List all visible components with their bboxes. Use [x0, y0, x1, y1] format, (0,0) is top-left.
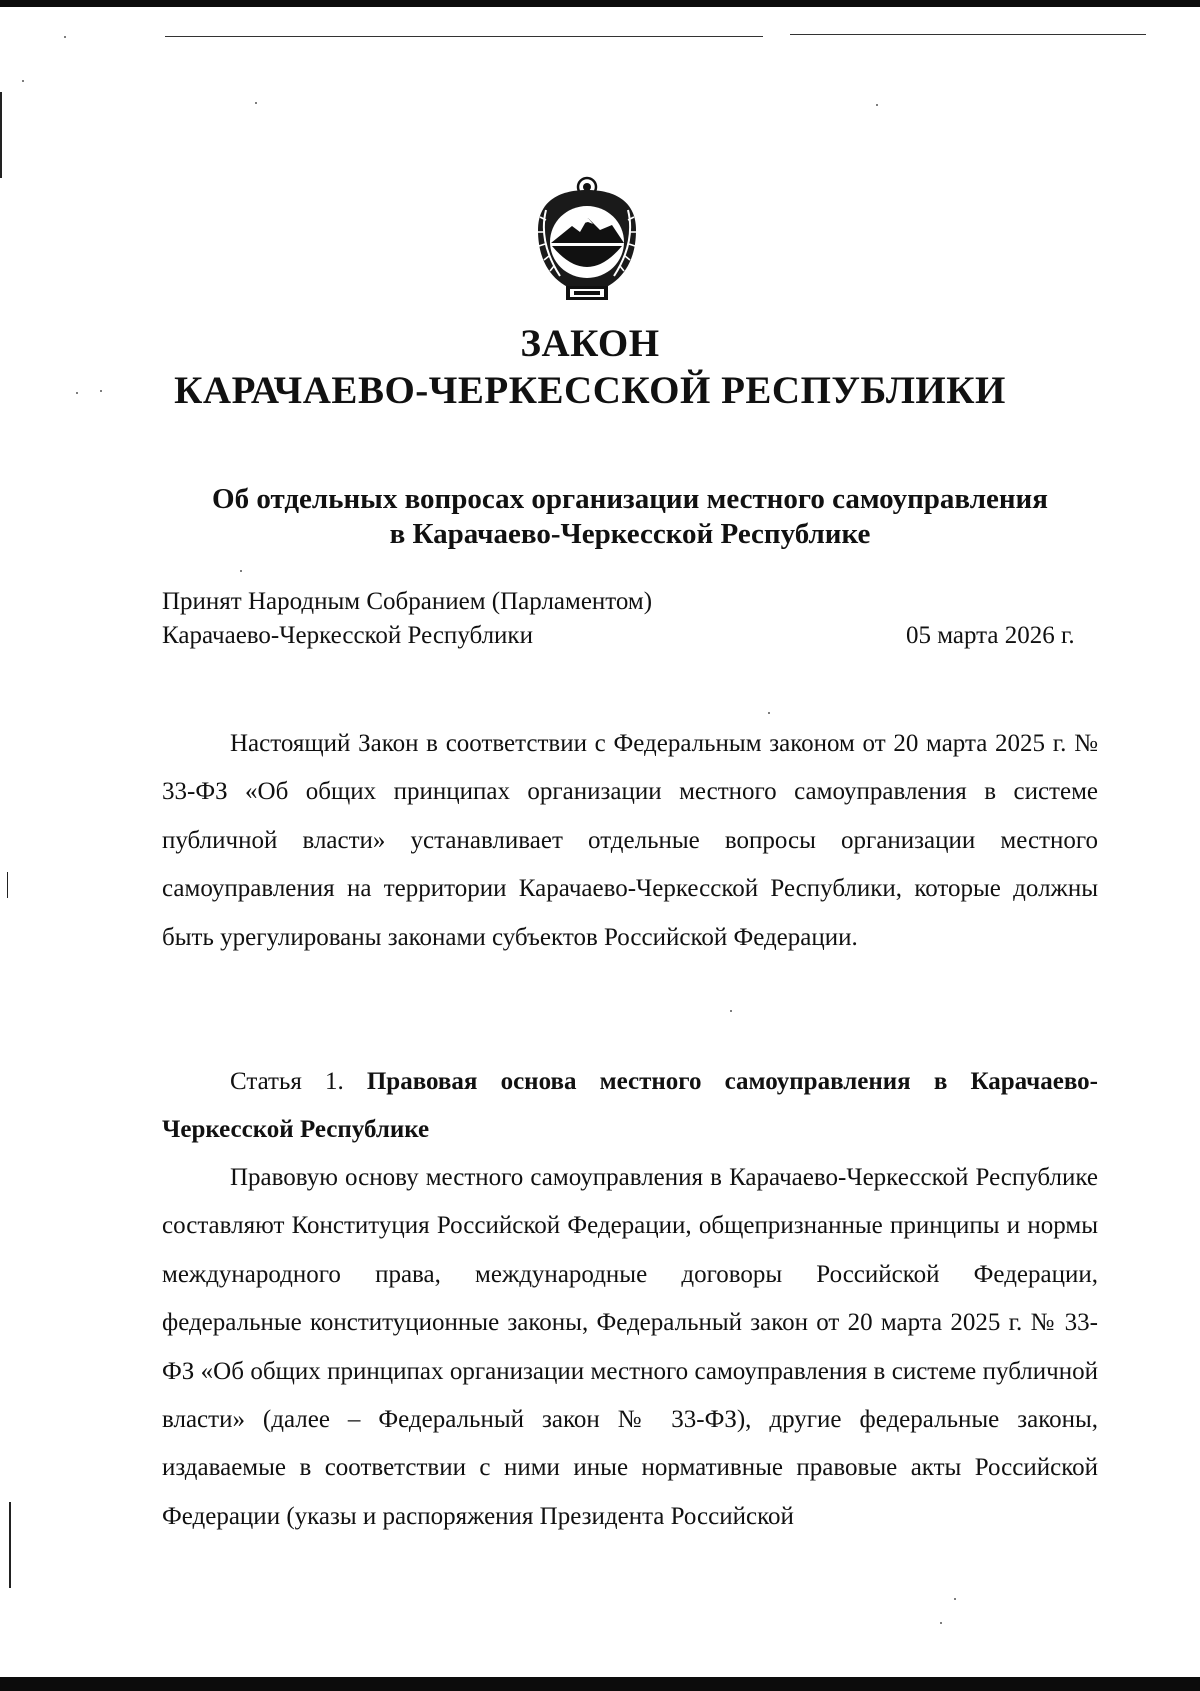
law-subject-line: в Карачаево-Черкесской Республике: [389, 518, 871, 550]
scan-rule-left: [165, 36, 763, 37]
scan-margin-mark: [0, 92, 2, 178]
adoption-statement: [162, 585, 652, 653]
adoption-date: 05 марта 2026 г.: [906, 622, 1075, 649]
article-title: Правовая основа местного самоуправления в Карачаево-Черкесской Республике: [162, 1068, 1099, 1144]
scan-rule-right: [790, 34, 1146, 35]
scan-speck: [730, 1010, 732, 1012]
scan-speck: [240, 570, 242, 572]
law-title-republic: КАРАЧАЕВО-ЧЕРКЕССКОЙ РЕСПУБЛИКИ: [174, 369, 1006, 412]
adoption-line: Принят Народным Собранием (Парламентом): [162, 588, 653, 615]
law-title: ЗАКОН: [520, 322, 660, 365]
scan-speck: [255, 102, 257, 104]
scan-border-bottom: [0, 1677, 1200, 1691]
scan-speck: [954, 1598, 956, 1600]
scan-speck: [768, 712, 770, 714]
karachay-cherkessia-coat-of-arms-icon: [524, 176, 650, 310]
adoption-line: Карачаево-Черкесской Республики: [162, 622, 533, 649]
article-heading: [162, 1058, 1098, 1155]
law-subject-line: Об отдельных вопросах организации местного самоуправления: [212, 483, 1048, 515]
scan-speck: [22, 80, 24, 82]
scan-margin-mark: [7, 872, 8, 898]
scan-speck: [876, 104, 878, 106]
law-subject: [100, 482, 1160, 552]
article-number: Статья 1.: [230, 1068, 344, 1095]
article-paragraph: Правовую основу местного самоуправления в Карачаево-Черкесской Республике составляют Конституция Российской Федерации, общепризнанные принципы и нормы международного права, международные договоры Российской Федерации, федеральные конституционные законы, Федеральный закон от 20 марта 2025 г. № 33-ФЗ «Об общих принципах организации местного самоуправления в системе публичной власти» (далее – Федеральный закон № 33-ФЗ), другие федеральные законы, издаваемые в соответствии с ними иные нормативные правовые акты Российской Федерации (указы и распоряжения Президента Российской: [162, 1164, 1098, 1530]
scan-margin-mark: [9, 1502, 11, 1588]
preamble-paragraph: Настоящий Закон в соответствии с Федеральным законом от 20 марта 2025 г. № 33-ФЗ «Об общих принципах организации местного самоуправления в системе публичной власти» устанавливает отдельные вопросы организации местного самоуправления на территории Карачаево-Черкесской Республики, которые должны быть урегулированы законами субъектов Российской Федерации.: [162, 730, 1098, 951]
scan-speck: [64, 36, 66, 38]
scan-speck: [940, 1622, 942, 1624]
scan-border-top: [0, 0, 1200, 7]
